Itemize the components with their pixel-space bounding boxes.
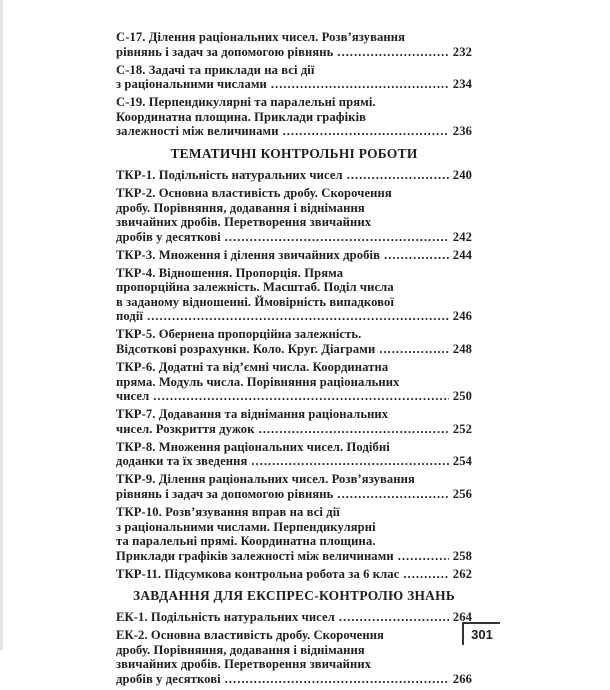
- toc-entry-text: [116, 280, 394, 294]
- toc-entry-page[interactable]: 266: [452, 672, 472, 687]
- toc-entry-text: [116, 657, 371, 671]
- dot-leader: [403, 567, 448, 582]
- toc-entry-text: [116, 549, 394, 564]
- toc-entry-line: [116, 360, 472, 375]
- toc-entry-page[interactable]: 234: [452, 77, 472, 92]
- section-heading: ЗАВДАННЯ ДЛЯ ЕКСПРЕС-КОНТРОЛЮ ЗНАНЬ: [132, 588, 456, 604]
- toc-entry-code: ТКР-9.: [116, 472, 156, 487]
- dot-leader: [147, 309, 449, 324]
- toc-entry-code: ТКР-11.: [116, 566, 162, 581]
- toc-entry-text: [116, 266, 343, 280]
- dot-leader: [259, 422, 449, 437]
- toc-entry[interactable]: [116, 472, 472, 501]
- dot-leader: [384, 248, 449, 263]
- toc-entry-code: С-19.: [116, 95, 146, 110]
- toc-entry-page[interactable]: 240: [452, 167, 472, 182]
- dot-leader: [337, 487, 448, 502]
- toc-entry-line: [116, 230, 472, 245]
- toc-entry-text: [116, 628, 384, 642]
- toc-entry-title: Ділення раціональних чисел. Розв’язування: [158, 472, 415, 487]
- toc-entry-code: ТКР-7.: [116, 407, 156, 422]
- toc-entry-code: С-17.: [116, 30, 146, 44]
- toc-entry-text: [116, 327, 361, 341]
- toc-entry-line: [116, 168, 472, 183]
- toc-entry[interactable]: [116, 30, 472, 59]
- toc-entry-text: [116, 672, 221, 687]
- toc-entry-text: [116, 534, 375, 548]
- toc-entry-text: [116, 124, 279, 139]
- toc-entry-line: [116, 567, 472, 582]
- toc-entry-page[interactable]: 244: [452, 247, 472, 262]
- toc-entry-text: [116, 186, 392, 200]
- toc-entry-line: [116, 110, 472, 125]
- toc-entry-page[interactable]: 232: [452, 44, 472, 59]
- toc-entry-text: [116, 342, 375, 357]
- toc-entry-title: дробу. Порівняння, додавання і віднімання: [116, 200, 365, 215]
- toc-entry-line: [116, 95, 472, 110]
- toc-entry-page[interactable]: 250: [452, 389, 472, 404]
- toc-entry-text: [116, 375, 400, 389]
- toc-entry-title: Відношення. Пропорція. Пряма: [158, 265, 344, 280]
- toc-entry[interactable]: [116, 360, 472, 404]
- toc-entry[interactable]: [116, 248, 472, 263]
- toc-entry-title: дробів у десяткові: [116, 672, 221, 687]
- dot-leader: [251, 454, 448, 469]
- toc-entry-title: пряма. Модуль числа. Порівняння раціональних: [116, 374, 400, 389]
- toc-entry-text: [116, 440, 390, 454]
- toc-entry-title: Перпендикулярні та паралельні прямі.: [148, 95, 376, 110]
- toc-entry-line: [116, 266, 472, 281]
- toc-entry-line: [116, 407, 472, 422]
- toc-entry-title: звичайних дробів. Перетворення звичайних: [116, 215, 372, 230]
- toc-entry-line: [116, 215, 472, 230]
- toc-entry-title: Підсумкова контрольна робота за 6 клас: [164, 566, 400, 581]
- page-edge: [0, 0, 3, 650]
- toc-entry[interactable]: [116, 610, 472, 625]
- toc-entry-title: Додавання та віднімання раціональних: [158, 407, 389, 422]
- toc-entry-line: [116, 534, 472, 549]
- toc-entry-title: залежності між величинами: [116, 124, 279, 139]
- toc-entry-line: [116, 124, 472, 139]
- dot-leader: [283, 124, 449, 139]
- toc-entry-title: Відсоткові розрахунки. Коло. Круг. Діаграми: [116, 342, 376, 357]
- toc-entry-title: Основна властивість дробу. Скорочення: [158, 185, 392, 200]
- toc-entry-line: [116, 422, 472, 437]
- toc-entry-title: Розв’язування вправ на всі дії: [165, 504, 340, 519]
- dot-leader: [225, 230, 449, 245]
- toc-entry-title: доданки та їх зведення: [116, 454, 248, 469]
- toc-entry-title: рівнянь і задач за допомогою рівнянь: [116, 486, 334, 501]
- toc-entry-text: [116, 248, 380, 263]
- toc-entry-title: з раціональними числами: [116, 77, 267, 92]
- toc-entry-title: Подільність натуральних чисел: [150, 610, 335, 625]
- toc-entry-title: чисел. Розкриття дужок: [116, 421, 255, 436]
- toc-entry-line: [116, 248, 472, 263]
- toc-entry-line: [116, 472, 472, 487]
- toc-entry-text: [116, 30, 405, 44]
- toc-entry-title: з раціональними числами. Перпендикулярні: [116, 519, 376, 534]
- toc-entry-page[interactable]: 248: [452, 342, 472, 357]
- toc-entry-code: ТКР-6.: [116, 360, 156, 375]
- toc-entry-code: ЕК-2.: [116, 628, 148, 643]
- toc-entry-line: [116, 440, 472, 455]
- toc-entry-text: [116, 520, 376, 534]
- toc-entry-code: ТКР-3.: [116, 247, 156, 262]
- toc-entry-line: [116, 327, 472, 342]
- toc-entry-text: [116, 610, 335, 625]
- toc-entry-line: [116, 643, 472, 658]
- toc-entry-line: [116, 628, 472, 643]
- toc-entry-line: [116, 549, 472, 564]
- toc-entry[interactable]: [116, 628, 472, 686]
- toc-entry-text: [116, 201, 365, 215]
- dot-leader: [339, 610, 449, 625]
- toc-entry-line: [116, 45, 472, 60]
- toc-entry-title: Основна властивість дробу. Скорочення: [150, 628, 384, 643]
- toc-entry-code: ТКР-4.: [116, 265, 156, 280]
- dot-leader: [225, 672, 449, 687]
- toc-entry[interactable]: [116, 168, 472, 183]
- toc-entry-title: звичайних дробів. Перетворення звичайних: [116, 657, 372, 672]
- dot-leader: [271, 77, 449, 92]
- dot-leader: [347, 168, 449, 183]
- toc-entry-text: [116, 360, 388, 374]
- toc-entry-code: ТКР-2.: [116, 185, 156, 200]
- toc-entry[interactable]: [116, 327, 472, 356]
- toc-entry-line: [116, 201, 472, 216]
- toc-entry-line: [116, 389, 472, 404]
- toc-entry-code: ТКР-10.: [116, 504, 162, 519]
- toc-entry-line: [116, 186, 472, 201]
- toc-entry-page[interactable]: 236: [452, 124, 472, 139]
- table-of-contents: [116, 30, 472, 690]
- toc-entry-text: [116, 407, 388, 421]
- dot-leader: [398, 549, 449, 564]
- toc-entry-line: [116, 30, 472, 45]
- toc-entry-line: [116, 280, 472, 295]
- toc-entry-title: Множення раціональних чисел. Подібні: [158, 439, 390, 454]
- toc-entry[interactable]: [116, 63, 472, 92]
- toc-entry-text: [116, 309, 143, 324]
- toc-entry-page[interactable]: 264: [452, 610, 472, 625]
- toc-entry[interactable]: [116, 266, 472, 324]
- toc-entry-title: Подільність натуральних чисел: [158, 167, 343, 182]
- toc-entry-title: рівнянь і задач за допомогою рівнянь: [116, 44, 334, 59]
- toc-entry-title: події: [116, 309, 144, 324]
- toc-entry-code: ТКР-8.: [116, 439, 156, 454]
- toc-entry-line: [116, 309, 472, 324]
- toc-entry-page[interactable]: 258: [452, 548, 472, 563]
- toc-entry-text: [116, 45, 333, 60]
- toc-entry-code: ЕК-1.: [116, 610, 148, 625]
- toc-entry[interactable]: [116, 95, 472, 139]
- toc-entry[interactable]: [116, 440, 472, 469]
- toc-entry-title: Задачі та приклади на всі дії: [148, 62, 315, 77]
- toc-entry-line: [116, 487, 472, 502]
- toc-entry-title: пропорційна залежність. Масштаб. Поділ числа: [116, 280, 394, 295]
- toc-entry-text: [116, 77, 267, 92]
- page-number: 301: [462, 622, 500, 645]
- toc-entry-text: [116, 95, 376, 109]
- toc-entry-title: Ділення раціональних чисел. Розв’язування: [148, 30, 405, 44]
- toc-entry-title: чисел: [116, 389, 150, 404]
- toc-entry-code: ТКР-5.: [116, 327, 156, 342]
- toc-entry-line: [116, 375, 472, 390]
- toc-entry-text: [116, 472, 415, 486]
- toc-entry-title: в заданому відношенні. Ймовірність випадкової: [116, 294, 394, 309]
- toc-entry-text: [116, 215, 371, 229]
- dot-leader: [379, 342, 448, 357]
- toc-entry-line: [116, 295, 472, 310]
- toc-entry-text: [116, 110, 366, 124]
- toc-entry-title: Множення і ділення звичайних дробів: [158, 247, 381, 262]
- toc-entry-title: та паралельні прямі. Координатна площина.: [116, 534, 376, 549]
- toc-entry-text: [116, 63, 315, 77]
- toc-entry-text: [116, 454, 247, 469]
- toc-entry-line: [116, 77, 472, 92]
- dot-leader: [153, 389, 449, 404]
- toc-entry-line: [116, 342, 472, 357]
- toc-entry-page[interactable]: 242: [452, 229, 472, 244]
- toc-entry-text: [116, 230, 221, 245]
- toc-entry-title: Координатна площина. Приклади графіків: [116, 109, 367, 124]
- dot-leader: [337, 45, 448, 60]
- toc-entry-line: [116, 63, 472, 78]
- toc-entry-code: С-18.: [116, 62, 146, 77]
- toc-entry-page[interactable]: 246: [452, 309, 472, 324]
- toc-entry-text: [116, 168, 343, 183]
- toc-entry-title: Приклади графіків залежності між величинами: [116, 548, 394, 563]
- toc-entry-line: [116, 672, 472, 687]
- toc-entry-title: дробів у десяткові: [116, 229, 221, 244]
- toc-entry-title: дробу. Порівняння, додавання і віднімання: [116, 642, 365, 657]
- toc-entry-line: [116, 454, 472, 469]
- toc-entry-title: Обернена пропорційна залежність.: [158, 327, 362, 342]
- toc-entry-page[interactable]: 262: [452, 566, 472, 581]
- toc-entry-title: Додатні та від’ємні числа. Координатна: [158, 360, 389, 375]
- toc-entry[interactable]: [116, 567, 472, 582]
- toc-entry[interactable]: [116, 505, 472, 563]
- toc-entry-page[interactable]: 254: [452, 454, 472, 469]
- toc-entry-page[interactable]: 256: [452, 486, 472, 501]
- toc-entry-line: [116, 657, 472, 672]
- toc-entry-text: [116, 295, 394, 309]
- toc-entry-text: [116, 567, 399, 582]
- toc-entry-text: [116, 422, 255, 437]
- toc-entry-code: ТКР-1.: [116, 167, 156, 182]
- toc-entry-line: [116, 520, 472, 535]
- toc-entry-line: [116, 505, 472, 520]
- toc-entry-text: [116, 487, 333, 502]
- section-heading: ТЕМАТИЧНІ КОНТРОЛЬНІ РОБОТИ: [170, 145, 418, 161]
- toc-entry-line: [116, 610, 472, 625]
- toc-entry[interactable]: [116, 407, 472, 436]
- toc-entry-text: [116, 389, 149, 404]
- toc-entry-page[interactable]: 252: [452, 421, 472, 436]
- toc-entry[interactable]: [116, 186, 472, 244]
- toc-entry-text: [116, 505, 340, 519]
